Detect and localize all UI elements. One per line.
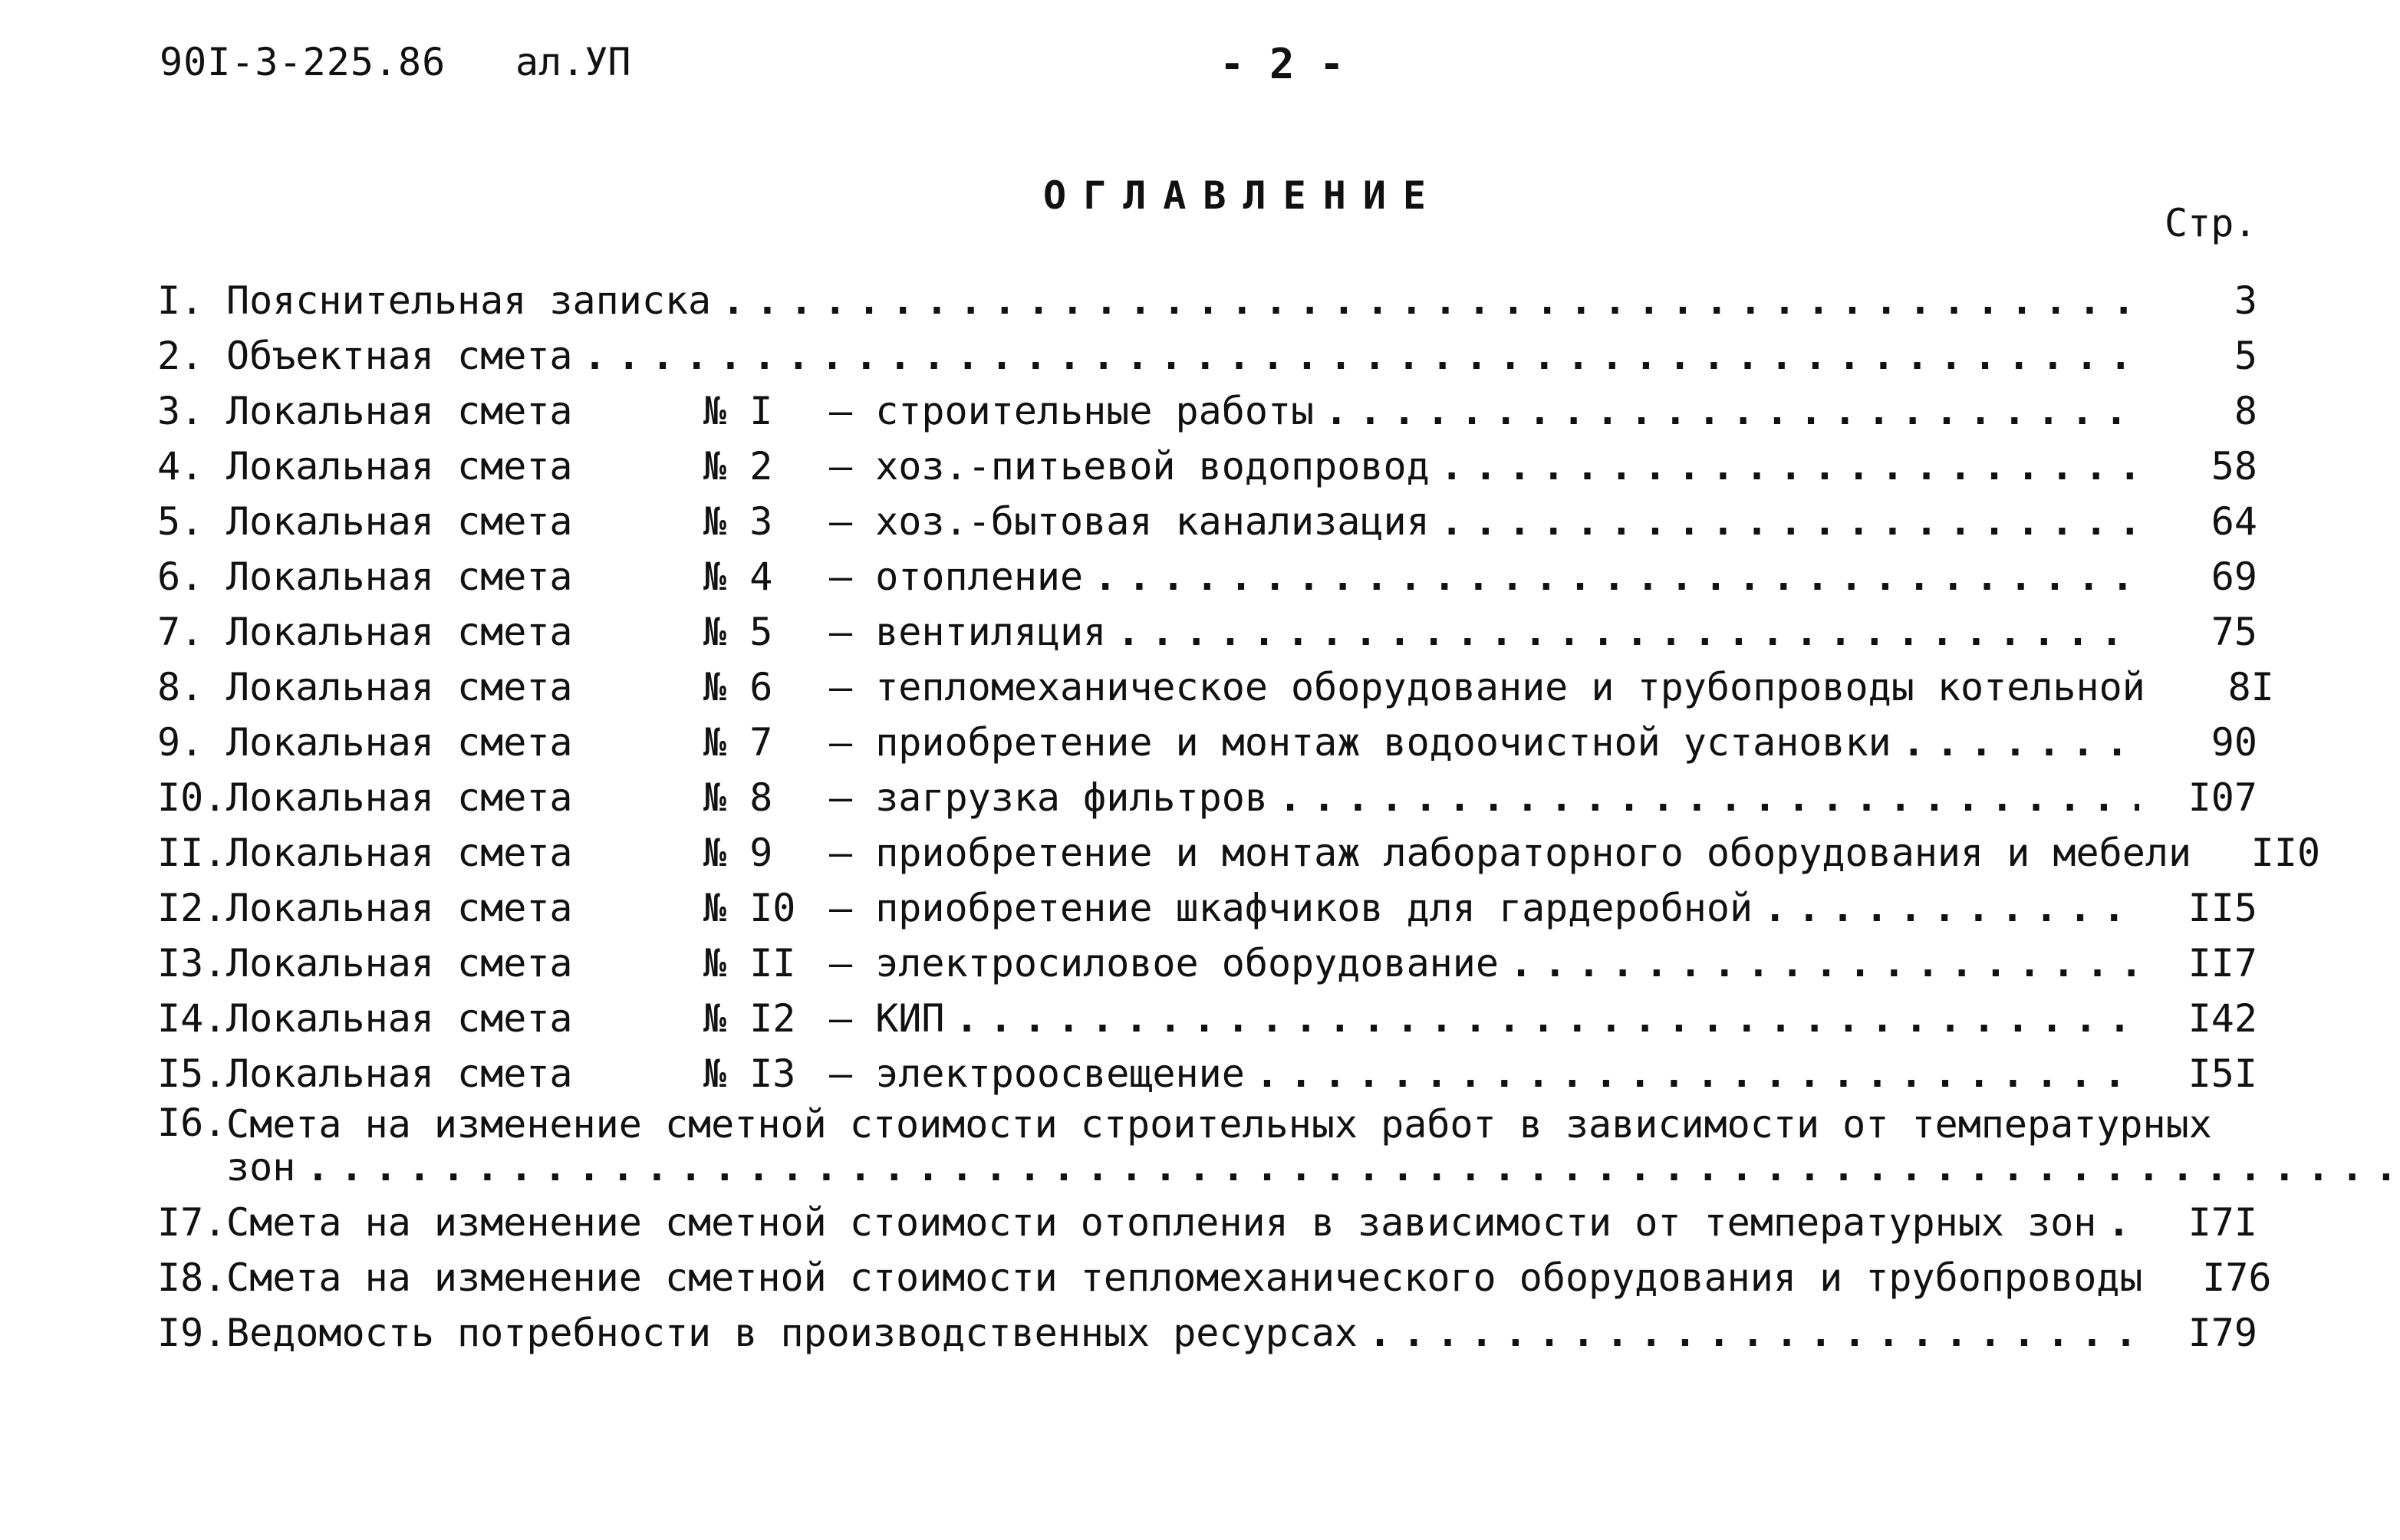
entry-description: – приобретение и монтаж водоочистной установки — [829, 720, 1891, 765]
toc-entry — [157, 986, 2274, 1041]
toc-entry — [157, 876, 2274, 931]
entry-number: 8. — [157, 665, 204, 709]
toc-entry — [157, 1301, 2274, 1356]
entry-number: II. — [157, 831, 227, 875]
entry-description: – строительные работы — [829, 389, 1315, 433]
toc-entry — [157, 545, 2274, 600]
entry-page: I07 — [2188, 775, 2257, 820]
entry-number: 6. — [157, 554, 204, 599]
entry-page: 58 — [2211, 444, 2257, 489]
dot-leader — [1279, 775, 2139, 821]
dot-leader — [1509, 940, 2139, 986]
entry-description: – хоз.-бытовая канализация — [829, 499, 1430, 544]
entry-page: II7 — [2188, 941, 2257, 986]
entry-description: – отопление — [829, 554, 1084, 599]
entry-title: Смета на изменение сметной стоимости отопления в зависимости от температурных зон — [226, 1200, 2097, 1245]
entry-description: – хоз.-питьевой водопровод — [829, 444, 1430, 489]
toc-title: ОГЛАВЛЕНИЕ — [1043, 173, 1444, 218]
page-column-header: Стр. — [2165, 201, 2257, 245]
entry-number: I3. — [157, 941, 227, 986]
toc-entry — [157, 489, 2274, 545]
dot-leader — [1117, 609, 2139, 655]
entry-page: II5 — [2188, 886, 2257, 930]
estimate-number: № 5 — [703, 610, 773, 654]
entry-description: – приобретение и монтаж лабораторного оборудования и мебели — [829, 831, 2192, 875]
dot-leader — [1368, 1310, 2139, 1356]
entry-title: Локальная смета — [226, 554, 573, 599]
toc-entry — [157, 268, 2274, 324]
sheet-label: ал.УП — [515, 40, 631, 84]
entry-page: I5I — [2188, 1051, 2257, 1096]
entry-page: 8 — [2234, 389, 2257, 433]
entry-number: I6. — [157, 1101, 227, 1145]
toc-entry — [157, 600, 2274, 655]
entry-page: I79 — [2188, 1311, 2257, 1355]
entry-description: – приобретение шкафчиков для гардеробной — [829, 886, 1753, 930]
entry-page: 5 — [2234, 334, 2257, 378]
entry-number: I2. — [157, 886, 227, 930]
dot-leader — [1902, 719, 2139, 765]
toc-entry — [157, 434, 2274, 489]
table-of-contents — [157, 268, 2321, 1356]
entry-title: Локальная смета — [226, 941, 573, 986]
entry-number: 4. — [157, 444, 204, 489]
entry-title-block — [226, 1101, 2400, 1190]
entry-page: 90 — [2211, 720, 2257, 765]
estimate-number: № 6 — [703, 665, 773, 709]
entry-title: Локальная смета — [226, 1051, 573, 1096]
toc-entry — [157, 655, 2274, 710]
toc-entry — [157, 1041, 2274, 1097]
dot-leader — [1763, 885, 2139, 931]
toc-entry — [157, 1097, 2274, 1190]
entry-page: I42 — [2188, 996, 2257, 1041]
estimate-number: № 3 — [703, 499, 773, 544]
entry-description: – загрузка фильтров — [829, 775, 1268, 820]
entry-title: Локальная смета — [226, 996, 573, 1041]
entry-page: I7I — [2188, 1200, 2257, 1245]
estimate-number: № I0 — [703, 886, 796, 930]
toc-entry — [157, 710, 2274, 765]
dot-leader — [1094, 554, 2139, 600]
estimate-number: № II — [703, 941, 796, 986]
entry-number: I. — [157, 278, 204, 323]
estimate-number: № I3 — [703, 1051, 796, 1096]
toc-entry — [157, 765, 2274, 821]
entry-number: 9. — [157, 720, 204, 765]
entry-description: – КИП — [829, 996, 945, 1041]
page-number: - 2 - — [1220, 40, 1345, 88]
entry-title: Локальная смета — [226, 720, 573, 765]
entry-title-continuation-line — [226, 1144, 2400, 1190]
estimate-number: № 9 — [703, 831, 773, 875]
dot-leader — [1440, 499, 2139, 545]
entry-page: II0 — [2250, 831, 2321, 875]
dot-leader — [1440, 443, 2139, 489]
entry-title: Локальная смета — [226, 499, 573, 544]
entry-title: Локальная смета — [226, 831, 573, 875]
dot-leader — [584, 333, 2139, 379]
entry-number: I5. — [157, 1051, 227, 1096]
entry-title: Локальная смета — [226, 886, 573, 930]
entry-number: I8. — [157, 1255, 227, 1300]
toc-entry — [157, 931, 2274, 986]
estimate-number: № I2 — [703, 996, 796, 1041]
entry-description: – электросиловое оборудование — [829, 941, 1499, 986]
entry-page: 69 — [2211, 554, 2257, 599]
entry-title: Смета на изменение сметной стоимости строительных работ в зависимости от температурных — [226, 1102, 2212, 1147]
entry-page: 75 — [2211, 610, 2257, 654]
toc-entry — [157, 324, 2274, 379]
estimate-number: № I — [703, 389, 773, 433]
entry-number: I9. — [157, 1311, 227, 1355]
entry-page: 3 — [2234, 278, 2257, 323]
entry-number: 5. — [157, 499, 204, 544]
entry-number: I0. — [157, 775, 227, 820]
entry-title-continuation: зон — [226, 1145, 296, 1190]
entry-description: – электроосвещение — [829, 1051, 1245, 1096]
entry-title: Пояснительная записка — [226, 278, 712, 323]
entry-title: Локальная смета — [226, 389, 573, 433]
entry-number: 7. — [157, 610, 204, 654]
toc-entry — [157, 1190, 2274, 1245]
dot-leader — [1325, 388, 2139, 434]
entry-title: Ведомость потребности в производственных ресурсах — [226, 1311, 1358, 1355]
dot-leader — [2107, 1199, 2139, 1245]
entry-description: – вентиляция — [829, 610, 1107, 654]
estimate-number: № 8 — [703, 775, 773, 820]
dot-leader — [722, 278, 2139, 324]
toc-entry — [157, 821, 2321, 876]
entry-title: Локальная смета — [226, 444, 573, 489]
entry-title: Локальная смета — [226, 665, 573, 709]
entry-page: I76 — [2202, 1255, 2272, 1300]
entry-title: Смета на изменение сметной стоимости тепломеханического оборудования и трубопроводы — [226, 1255, 2143, 1300]
dot-leader — [956, 995, 2139, 1041]
toc-entry — [157, 379, 2274, 434]
entry-title: Локальная смета — [226, 775, 573, 820]
entry-number: I4. — [157, 996, 227, 1041]
entry-title: Объектная смета — [226, 334, 573, 378]
document-code: 90I-3-225.86 — [160, 40, 446, 84]
entry-title: Локальная смета — [226, 610, 573, 654]
entry-number: I7. — [157, 1200, 227, 1245]
estimate-number: № 7 — [703, 720, 773, 765]
estimate-number: № 2 — [703, 444, 773, 489]
dot-leader — [306, 1144, 2400, 1190]
entry-number: 3. — [157, 389, 204, 433]
entry-description: – тепломеханическое оборудование и трубопроводы котельной — [829, 665, 2145, 709]
entry-page: 64 — [2211, 499, 2257, 544]
entry-number: 2. — [157, 334, 204, 378]
estimate-number: № 4 — [703, 554, 773, 599]
dot-leader — [1256, 1051, 2139, 1097]
toc-entry — [157, 1245, 2274, 1301]
entry-page: 8I — [2227, 665, 2274, 709]
